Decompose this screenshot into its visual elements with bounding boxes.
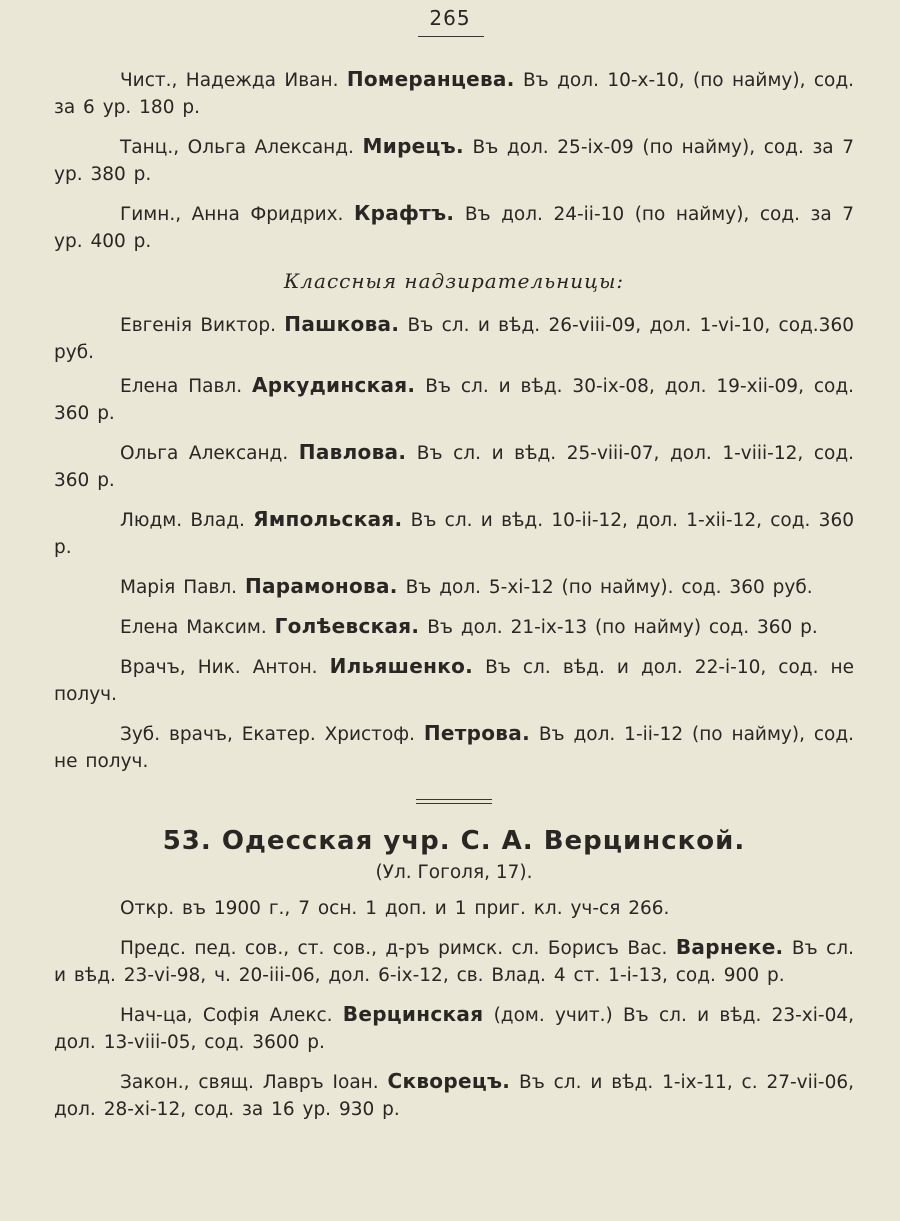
entry-surname: Померанцева. xyxy=(346,67,515,91)
entry-details: Въ сл. и вѣд. 23-vi-98, ч. 20-iii-06, дол. 6-ix-12, св. Влад. 4 ст. 1-i-13, сод. 900 р. xyxy=(54,938,854,986)
entry-title: Людм. Влад. xyxy=(120,510,254,531)
staff-entry xyxy=(54,573,854,601)
entry-surname: Голѣевская. xyxy=(274,614,420,638)
staff-entry xyxy=(54,439,854,494)
staff-entry xyxy=(54,200,854,255)
entry-title: Гимн., Анна Фридрих. xyxy=(120,204,354,225)
page-number-rule xyxy=(418,36,484,37)
entry-surname: Павлова. xyxy=(298,440,407,464)
staff-entry xyxy=(54,1068,854,1123)
entry-details: Въ сл. и вѣд. 10-ii-12, дол. 1-xii-12, сод. 360 р. xyxy=(54,510,854,558)
entry-surname: Ямпольская. xyxy=(253,507,403,531)
entry-title: Предс. пед. сов., ст. сов., д-ръ римск. сл. Борисъ Вас. xyxy=(120,938,676,959)
staff-entry xyxy=(54,506,854,561)
entry-surname: Аркудинская. xyxy=(251,373,416,397)
school-staff-list xyxy=(54,934,854,1123)
staff-entry xyxy=(54,653,854,708)
school-address: (Ул. Гоголя, 17). xyxy=(375,862,533,883)
entry-title: Танц., Ольга Александ. xyxy=(120,137,363,158)
section-subheading: Классныя надзирательницы: xyxy=(283,269,625,293)
entry-title: Нач-ца, Софія Алекс. xyxy=(120,1005,343,1026)
school-title: 53. Одесская учр. С. А. Верцинской. xyxy=(162,826,746,856)
page-content xyxy=(54,66,854,1135)
entry-surname: Крафтъ. xyxy=(353,201,455,225)
entry-title: Марія Павл. xyxy=(120,577,245,598)
staff-entry xyxy=(54,311,854,366)
entry-surname: Скворецъ. xyxy=(387,1069,511,1093)
staff-entry xyxy=(54,934,854,989)
entry-title: Евгенія Виктор. xyxy=(120,315,285,336)
entry-surname: Пашкова. xyxy=(284,312,400,336)
school-opened-info: Откр. въ 1900 г., 7 осн. 1 доп. и 1 приг. кл. уч-ся 266. xyxy=(120,898,670,919)
entry-details: Въ сл. и вѣд. 30-ix-08, дол. 19-xii-09, сод. 360 р. xyxy=(54,376,854,424)
entry-details: Въ дол. 24-ii-10 (по найму), сод. за 7 ур. 400 р. xyxy=(54,204,854,252)
entry-details: Въ дол. 25-ix-09 (по найму), сод. за 7 ур. 380 р. xyxy=(54,137,854,185)
entry-title: Елена Павл. xyxy=(120,376,252,397)
entry-surname: Ильяшенко. xyxy=(329,654,474,678)
entry-details: Въ сл. и вѣд. 25-viii-07, дол. 1-viii-12, сод. 360 р. xyxy=(54,443,855,491)
entry-title: Закон., свящ. Лавръ Іоан. xyxy=(120,1072,388,1093)
entry-details: (дом. учит.) Въ сл. и вѣд. 23-xi-04, дол. 13-viii-05, сод. 3600 р. xyxy=(54,1005,854,1053)
entry-surname: Мирецъ. xyxy=(362,134,464,158)
staff-entry xyxy=(54,66,854,121)
entry-surname: Варнеке. xyxy=(675,935,784,959)
staff-entry xyxy=(54,372,854,427)
entry-title: Зуб. врачъ, Екатер. Христоф. xyxy=(120,724,424,745)
entry-surname: Верцинская xyxy=(342,1002,484,1026)
staff-entry xyxy=(54,1001,854,1056)
entry-title: Врачъ, Ник. Антон. xyxy=(120,657,330,678)
staff-entry xyxy=(54,720,854,775)
staff-list-top xyxy=(54,66,854,255)
page-number: 265 xyxy=(429,6,471,30)
entry-surname: Парамонова. xyxy=(244,574,398,598)
entry-title: Чист., Надежда Иван. xyxy=(120,70,347,91)
entry-details: Въ дол. 10-х-10, (по найму), сод. за 6 ур. 180 р. xyxy=(54,70,855,118)
entry-surname: Петрова. xyxy=(423,721,530,745)
entry-details: Въ сл. вѣд. и дол. 22-i-10, сод. не получ. xyxy=(54,657,854,705)
entry-title: Елена Максим. xyxy=(120,617,275,638)
entry-details: Въ дол. 1-ii-12 (по найму), сод. не получ. xyxy=(54,724,854,772)
staff-entry xyxy=(54,613,854,641)
entry-details: Въ сл. и вѣд. 1-ix-11, с. 27-vii-06, дол. 28-xi-12, сод. за 16 ур. 930 р. xyxy=(54,1072,854,1120)
entry-details: Въ дол. 5-xi-12 (по найму). сод. 360 руб. xyxy=(397,577,813,598)
staff-entry xyxy=(54,133,854,188)
supervisor-list xyxy=(54,311,854,775)
entry-title: Ольга Александ. xyxy=(120,443,299,464)
section-divider xyxy=(416,799,492,804)
entry-details: Въ сл. и вѣд. 26-viii-09, дол. 1-vi-10, сод.360 руб. xyxy=(54,315,854,363)
entry-details: Въ дол. 21-ix-13 (по найму) сод. 360 р. xyxy=(419,617,818,638)
